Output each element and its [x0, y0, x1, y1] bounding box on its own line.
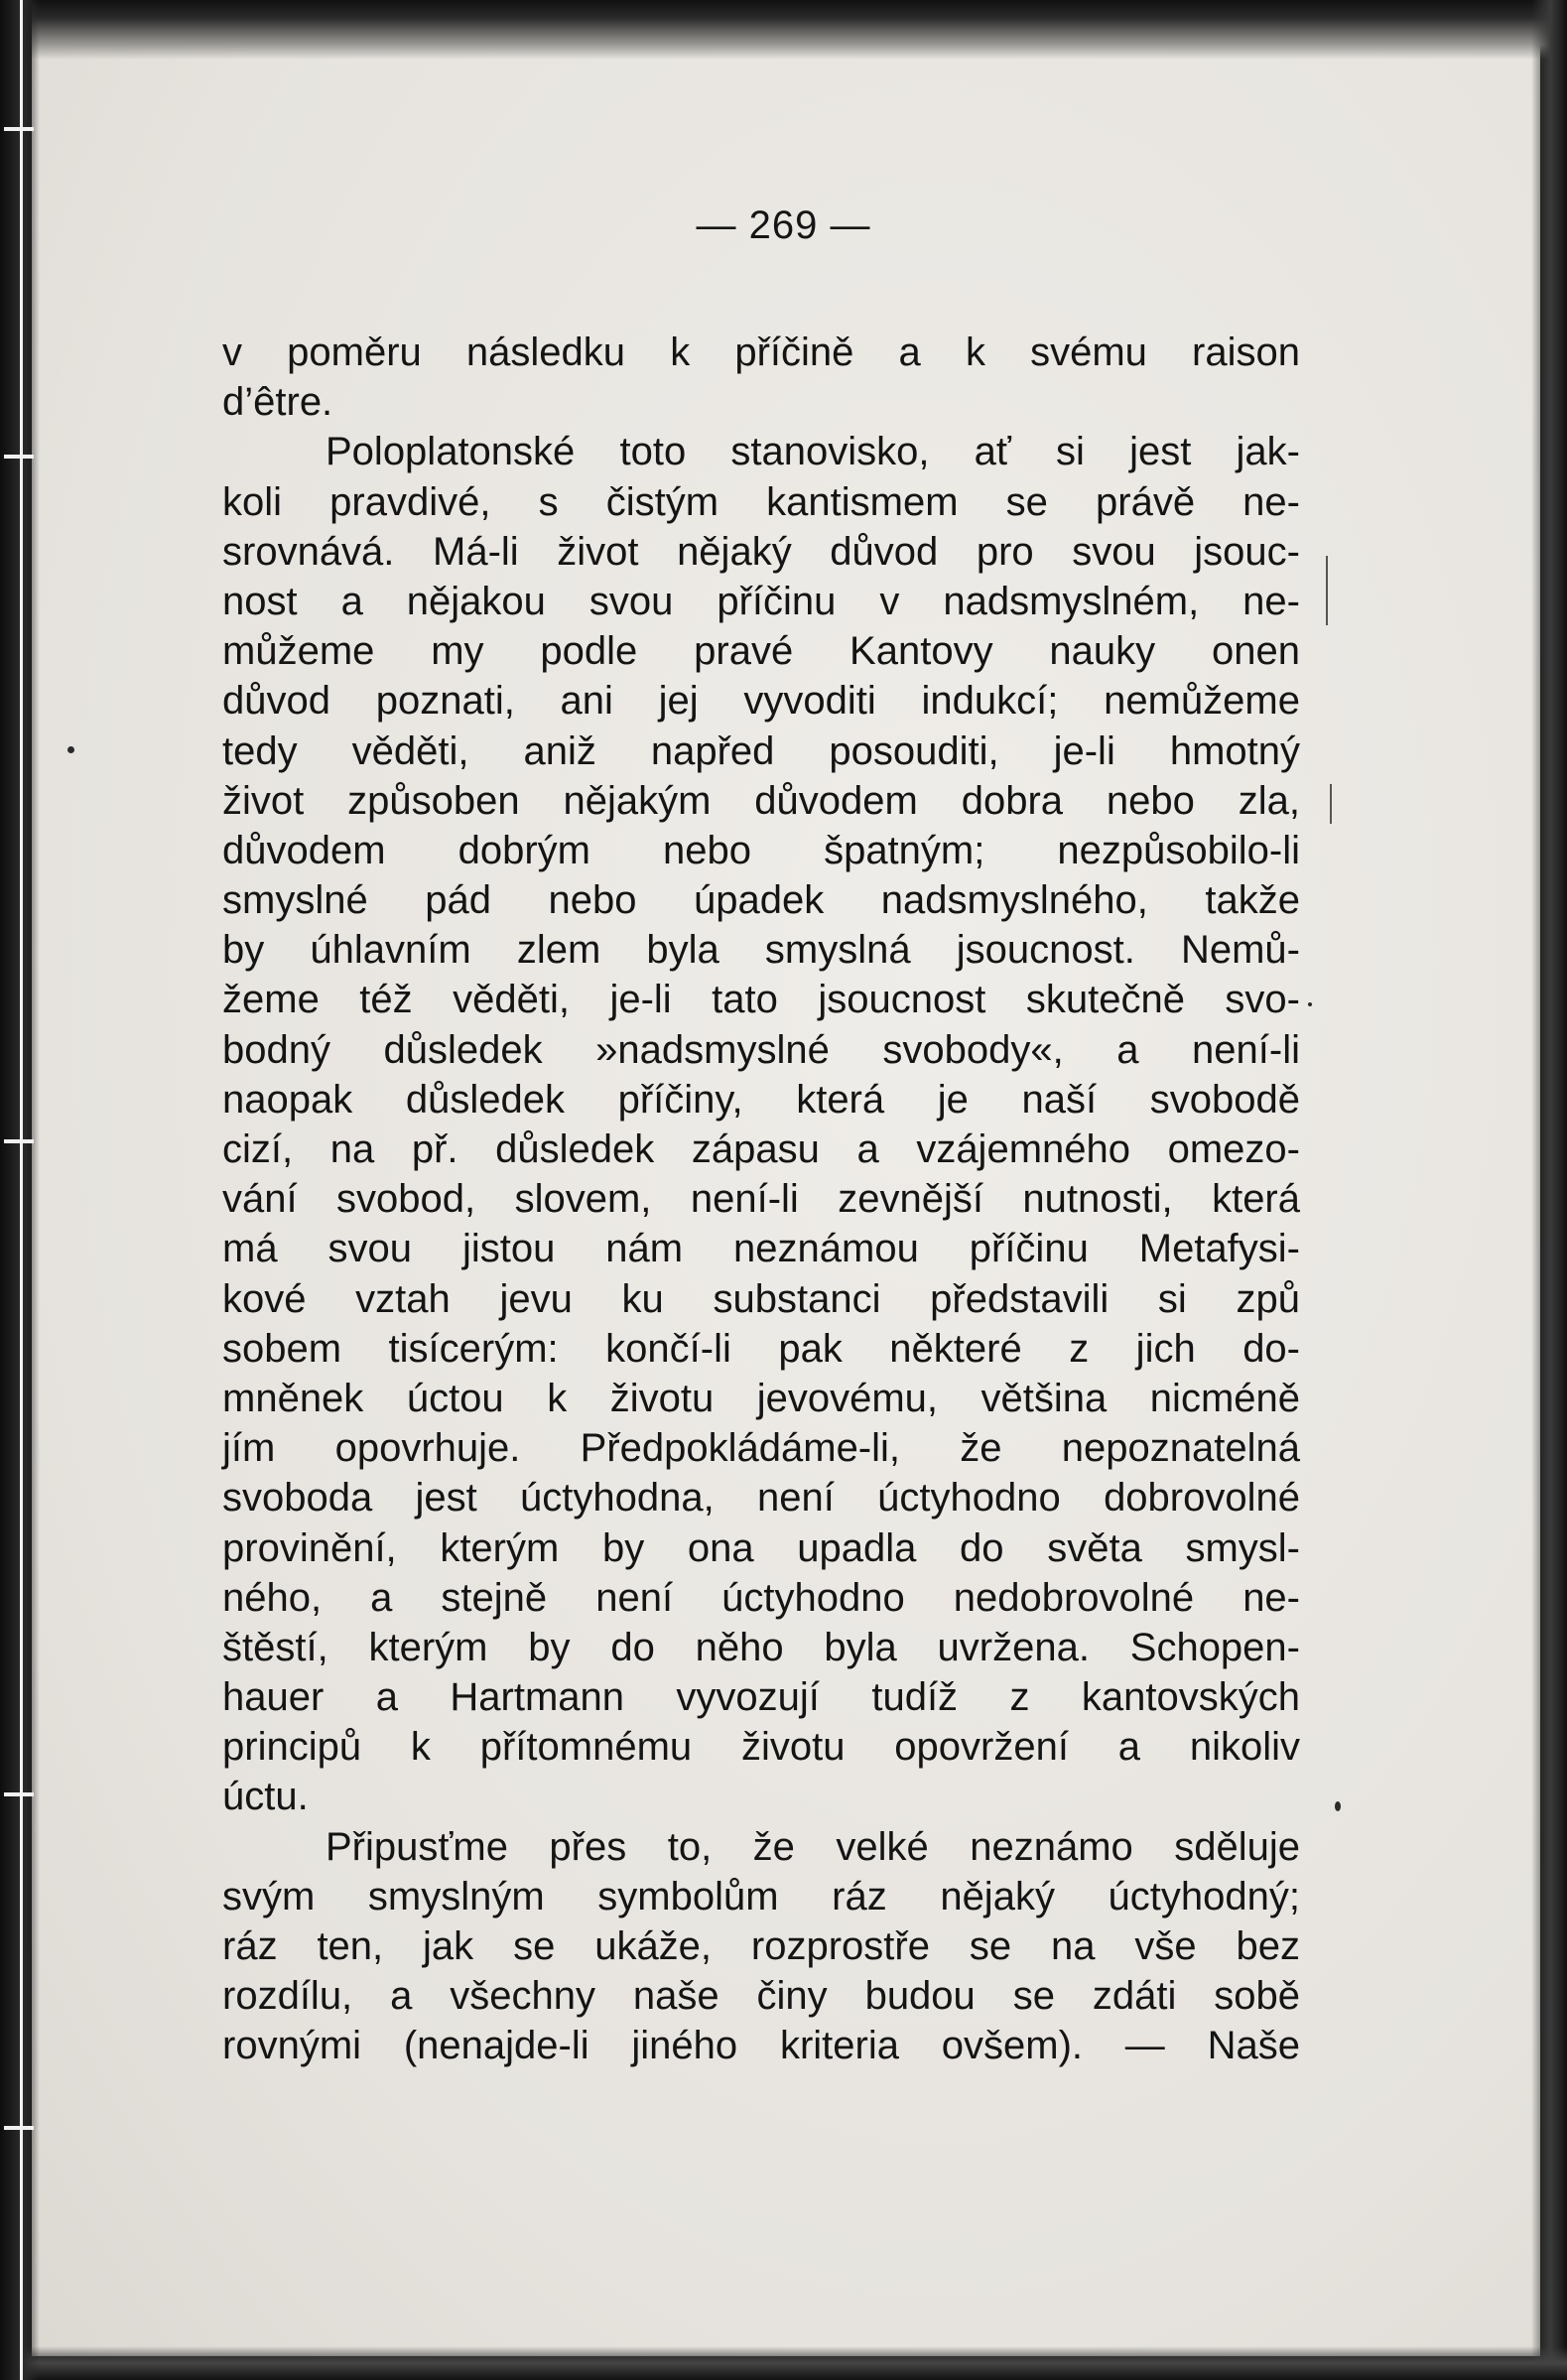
binding-tick	[4, 455, 34, 459]
speck	[1308, 1002, 1312, 1006]
scan-edge-bottom	[0, 2346, 1567, 2380]
text-line: srovnává. Má-li život nějaký důvod pro svou jsouc-	[222, 529, 1300, 574]
margin-mark	[1330, 784, 1332, 824]
binding-tick	[4, 1139, 34, 1143]
text-line: Připusťme přes to, že velké neznámo sděluje	[326, 1824, 1300, 1869]
text-line: má svou jistou nám neznámou příčinu Metafysi-	[222, 1227, 1300, 1271]
text-line: rovnými (nenajde-li jiného kriteria ovšem). — Naše	[222, 2024, 1300, 2068]
text-line: důvod poznati, ani jej vyvoditi indukcí; nemůžeme	[222, 679, 1300, 724]
text-line: rozdílu, a všechny naše činy budou se zdáti sobě	[222, 1974, 1300, 2019]
page-number: — 269 —	[696, 203, 871, 247]
text-line: mněnek úctou k životu jevovému, většina nicméně	[222, 1376, 1300, 1420]
text-line: provinění, kterým by ona upadla do světa smysl-	[222, 1525, 1300, 1570]
text-line: by úhlavním zlem byla smyslná jsoucnost. Nemů-	[222, 928, 1300, 973]
text-line: svoboda jest úctyhodna, není úctyhodno dobrovolné	[222, 1476, 1300, 1521]
text-line: důvodem dobrým nebo špatným; nezpůsobilo-li	[222, 828, 1300, 872]
scan-edge-top	[32, 0, 1567, 60]
speck	[1335, 1801, 1341, 1811]
text-line: tedy věděti, aniž napřed posouditi, je-li hmotný	[222, 728, 1300, 773]
text-line: naopak důsledek příčiny, která je naší svobodě	[222, 1077, 1300, 1122]
text-line: kové vztah jevu ku substanci představili si způ	[222, 1276, 1300, 1321]
text-line: v poměru následku k příčině a k svému raison	[222, 331, 1300, 374]
text-line: žeme též věděti, je-li tato jsoucnost skutečně svo-	[222, 978, 1300, 1022]
text-line: úctu.	[222, 1775, 309, 1819]
text-line: svým smyslným symbolům ráz nějaký úctyhodný;	[222, 1874, 1300, 1918]
text-line: smyslné pád nebo úpadek nadsmyslného, takže	[222, 878, 1300, 923]
body-text	[222, 328, 1300, 2071]
text-line: ráz ten, jak se ukáže, rozprostře se na vše bez	[222, 1924, 1300, 1968]
text-line: Poloplatonské toto stanovisko, ať si jest jak-	[326, 430, 1300, 474]
binding-tick	[4, 1792, 34, 1796]
margin-mark	[1326, 556, 1328, 625]
text-line: sobem tisícerým: končí-li pak některé z jich do-	[222, 1326, 1300, 1371]
text-line: nost a nějakou svou příčinu v nadsmyslném, ne-	[222, 579, 1300, 623]
text-line: vání svobod, slovem, není-li zevnější nutnosti, která	[222, 1177, 1300, 1222]
scan-edge-right	[1531, 0, 1567, 2380]
binding-tick	[4, 2126, 34, 2130]
text-line: cizí, na př. důsledek zápasu a vzájemného omezo-	[222, 1127, 1300, 1171]
speck	[67, 746, 74, 753]
text-line: principů k přítomnému životu opovržení a nikoliv	[222, 1725, 1300, 1770]
text-line: můžeme my podle pravé Kantovy nauky onen	[222, 629, 1300, 674]
text-line: bodný důsledek »nadsmyslné svobody«, a není-li	[222, 1027, 1300, 1072]
text-line: koli pravdivé, s čistým kantismem se právě ne-	[222, 479, 1300, 524]
text-line: d’être.	[222, 380, 333, 425]
binding-line	[20, 0, 23, 2380]
text-line: štěstí, kterým by do něho byla uvržena. Schopen-	[222, 1625, 1300, 1669]
text-line: ného, a stejně není úctyhodno nedobrovolné ne-	[222, 1575, 1300, 1620]
text-line: hauer a Hartmann vyvozují tudíž z kantovských	[222, 1675, 1300, 1720]
text-line: jím opovrhuje. Předpokládáme-li, že nepoznatelná	[222, 1426, 1300, 1471]
text-line: život způsoben nějakým důvodem dobra nebo zla,	[222, 778, 1300, 823]
binding-tick	[4, 127, 34, 131]
